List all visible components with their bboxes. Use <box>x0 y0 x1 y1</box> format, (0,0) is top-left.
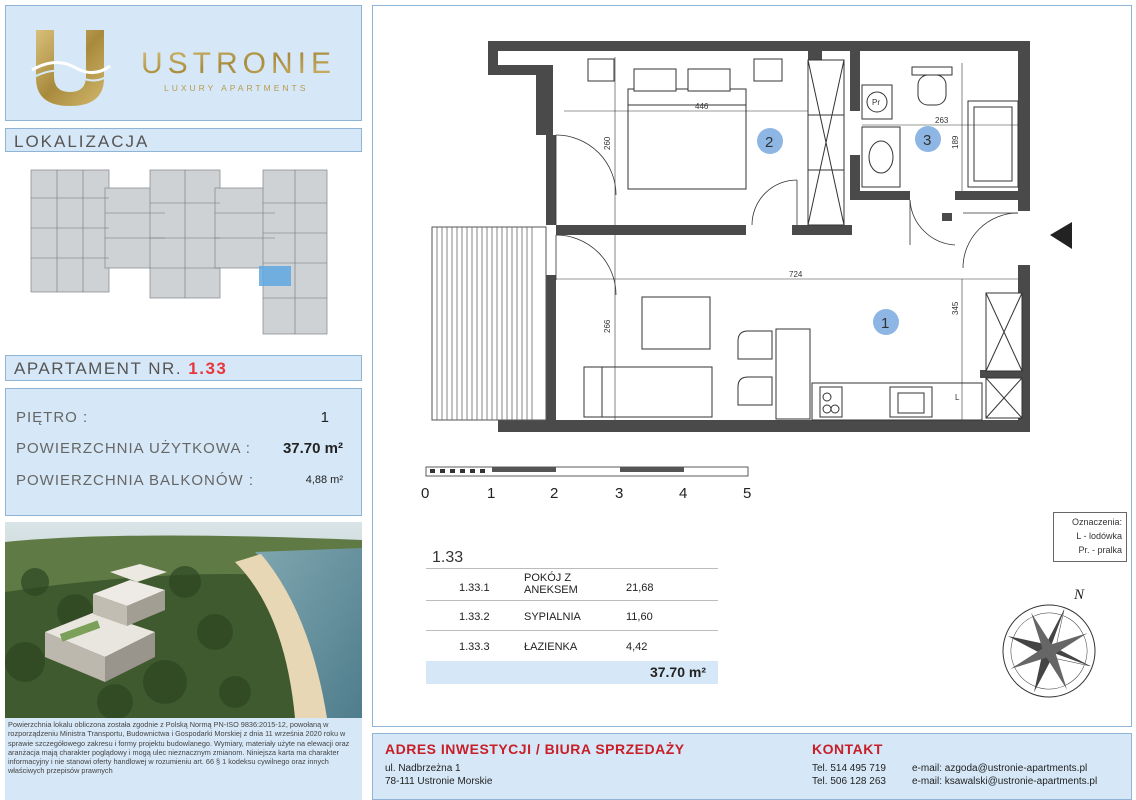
room-name: ŁAZIENKA <box>524 641 578 653</box>
scale-tick-1: 1 <box>487 485 496 502</box>
nightstand-left <box>588 59 614 81</box>
brand-tagline: LUXURY APARTMENTS <box>164 83 309 93</box>
room-badge-3 <box>915 126 941 152</box>
usable-area-value: 37.70 m² <box>282 440 343 457</box>
toilet-tank <box>912 67 952 75</box>
legend-title: Oznaczenia: <box>1071 517 1122 527</box>
building-aerial-photo <box>5 522 362 718</box>
legend-item-washer: Pr. - pralka <box>1078 545 1122 555</box>
legal-disclaimer: Powierzchnia lokalu obliczona została zgodnie z Polską Normą PN-ISO 9836:2015-12, powołaną w rozporządzeniu Ministra Transportu, Budownictwa i Gospodarki Morskiej z dnia 11 września 2020 roku w sprawie szczegółowego zakresu i formy projektu budowlanego. Wymiary, materiały użyte na elewacji oraz aranżacja mają charakter poglądowy i mogą ulec nieznacznym zmianom. Niniejsza karta ma charakter informacyjny i nie stanowi oferty handlowej w rozumieniu art. 66 § 1 kodeksu cywilnego oraz innych właściwych przepisów prawnych <box>5 718 362 800</box>
dim-266: 266 <box>603 319 612 333</box>
table-row <box>426 568 718 600</box>
email-1[interactable]: e-mail: azgoda@ustronie-apartments.pl <box>912 763 1088 774</box>
apartment-header <box>5 355 362 381</box>
dim-189: 189 <box>951 135 960 149</box>
area-table-title: 1.33 <box>432 549 464 566</box>
dim-260: 260 <box>603 136 612 150</box>
location-site-plan <box>5 158 362 348</box>
dim-724: 724 <box>789 270 803 279</box>
balcony <box>432 227 546 420</box>
legend-box <box>1053 512 1127 562</box>
table-row <box>426 600 718 630</box>
email-2[interactable]: e-mail: ksawalski@ustronie-apartments.pl <box>912 776 1098 787</box>
scale-tick-2: 2 <box>550 485 559 502</box>
room-name: POKÓJ Z ANEKSEM <box>524 572 578 596</box>
footer <box>372 733 1132 800</box>
compass-north-label: N <box>1074 587 1085 603</box>
area-total: 37.70 m² <box>649 664 706 680</box>
scale-tick-3: 3 <box>615 485 624 502</box>
dim-263: 263 <box>935 116 949 125</box>
kitchen-island <box>776 329 810 419</box>
room-badge-2 <box>757 128 783 154</box>
scale-tick-5: 5 <box>743 485 752 502</box>
floor-value: 1 <box>320 409 329 426</box>
furniture <box>584 59 1022 420</box>
dining-table <box>642 297 710 349</box>
brand-logo <box>6 6 363 122</box>
entrance-arrow-icon <box>1050 222 1072 249</box>
balcony-area-label: POWIERZCHNIA BALKONÓW : <box>16 472 255 489</box>
area-total-row <box>426 661 718 684</box>
apartment-number: 1.33 <box>188 359 228 378</box>
address-heading: ADRES INWESTYCJI / BIURA SPRZEDAŻY <box>385 741 685 757</box>
scale-bar <box>421 467 751 502</box>
floor-label: PIĘTRO : <box>16 409 89 426</box>
apartment-info-panel <box>5 388 362 516</box>
location-header: LOKALIZACJA <box>5 128 362 152</box>
table-row <box>426 630 718 661</box>
balcony-area-row <box>16 472 349 489</box>
address-line-1: ul. Nadbrzeżna 1 <box>385 763 461 774</box>
room-id: 1.33.1 <box>459 582 490 594</box>
apartment-highlight <box>259 266 291 286</box>
fridge-label: L <box>955 393 960 402</box>
balcony-area-value: 4,88 m² <box>305 474 343 486</box>
address-line-2: 78-111 Ustronie Morskie <box>385 776 493 787</box>
logo-panel <box>5 5 362 121</box>
room-badge-1 <box>873 309 899 335</box>
phone-2[interactable]: Tel. 506 128 263 <box>812 776 886 787</box>
room-area: 11,60 <box>626 611 653 623</box>
room-area: 4,42 <box>626 641 648 653</box>
apartment-label: APARTAMENT NR. <box>14 359 183 378</box>
room-name: SYPIALNIA <box>524 611 581 623</box>
scale-tick-4: 4 <box>679 485 688 502</box>
room-number-2: 2 <box>765 134 774 151</box>
bar-stool-1 <box>738 331 772 359</box>
room-id: 1.33.3 <box>459 641 490 653</box>
contact-heading: KONTAKT <box>812 741 883 757</box>
phone-1[interactable]: Tel. 514 495 719 <box>812 763 886 774</box>
scale-tick-0: 0 <box>421 485 430 502</box>
compass-rose-icon <box>990 592 1108 710</box>
room-number-1: 1 <box>881 315 890 332</box>
nightstand-right <box>754 59 782 81</box>
brand-name: USTRONIE <box>141 47 337 80</box>
room-number-3: 3 <box>923 132 932 149</box>
sofa <box>584 367 712 417</box>
room-id: 1.33.2 <box>459 611 490 623</box>
bar-stool-2 <box>738 377 772 405</box>
washer-label: Pr <box>872 98 880 107</box>
usable-area-label: POWIERZCHNIA UŻYTKOWA : <box>16 440 251 457</box>
legend-item-fridge: L - lodówka <box>1076 531 1122 541</box>
room-area: 21,68 <box>626 582 654 594</box>
toilet <box>918 75 946 105</box>
dim-446: 446 <box>695 102 709 111</box>
usable-area-row <box>16 440 349 457</box>
dim-345: 345 <box>951 301 960 315</box>
floor-row <box>16 409 349 426</box>
